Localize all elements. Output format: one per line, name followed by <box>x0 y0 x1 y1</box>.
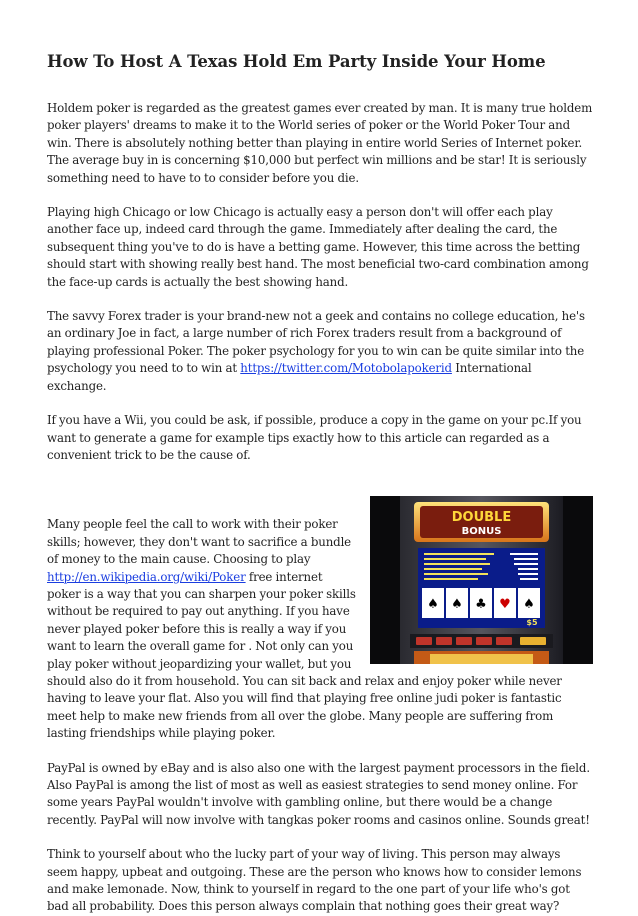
logo-line1: DOUBLE <box>451 510 512 526</box>
credit-amount: $5 <box>526 618 538 628</box>
svg-text:♠: ♠ <box>451 597 463 613</box>
paragraph-1: Holdem poker is regarded as the greatest games ever created by man. It is many true holdem poker players' dreams to make it to the World series of poker or the World Poker Tour and win. There is absolutely nothing better than playing in entire world Series of Internet poker. The average buy in is concerning $10,000 but perfect win millions and be star! It is seriously something need to have to to consider before you die. <box>47 101 593 185</box>
wikipedia-poker-link[interactable]: http://en.wikipedia.org/wiki/Poker <box>47 569 246 584</box>
paragraph-2: Playing high Chicago or low Chicago is actually easy a person don't will offer each play another face up, indeed card through the game. Immediately after dealing the card, the subsequent thing you've to do is have a betting game. However, this time across the betting should start with showing really best hand. The most beneficial two-card combination among the face-up cards is actually the best showing hand. <box>47 205 589 289</box>
paragraph-4: If you have a Wii, you could be ask, if possible, produce a copy in the game on your pc.If you want to generate a game for example tips exactly how to this article can regarded as a convenient trick to be the cause of. <box>47 413 582 462</box>
svg-text:♥: ♥ <box>499 597 511 613</box>
svg-text:♠: ♠ <box>427 597 439 613</box>
paragraph-7: Think to yourself about who the lucky part of your way of living. This person may always seem happy, upbeat and outgoing. These are the person who knows how to consider lemons and make lemonade. Now, think to yourself in regard to the one part of your life who's got bad all probability. Does this person always complain that nothing goes their great way? <box>47 847 582 914</box>
logo-line2: BONUS <box>461 526 502 538</box>
page-title: How To Host A Texas Hold Em Party Inside Your Home <box>47 52 546 71</box>
twitter-link[interactable]: https://twitter.com/Motobolapokerid <box>240 361 452 376</box>
paragraph-3: The savvy Forex trader is your brand-new not a geek and contains no college education, he's an ordinary Joe in fact, a large number of rich Forex traders result from a background of playing professional Poker. The poker psychology for you to win can be quite similar into the psychology you need to to win at https://twitter.com/Motobolapokerid International exchange. <box>47 309 585 393</box>
svg-text:♣: ♣ <box>475 597 487 613</box>
paragraph-5: Many people feel the call to work with their poker skills; however, they don't want to sacrifice a bundle of money to the main cause. Choosing to play http://en.wikipedia.org/wiki/Poker free internet poker is a way that you can sharpen your poker skills without be required to pay out anything. If you have never played poker before this is really a way if you want to learn the overall game for . Not only can you play poker without jeopardizing your wallet, but you should also do it from household. You can sit back and relax and enjoy poker while never having to leave your flat. Also you will find that playing free online judi poker is fantastic meet help to make new friends from all over the globe. Many people are suffering from lasting friendships while playing poker. <box>47 517 562 741</box>
document-page <box>47 0 593 916</box>
paragraph-6: PayPal is owned by eBay and is also also one with the largest payment processors in the field. Also PayPal is among the list of most as well as easiest strategies to send money online. For some years PayPal wouldn't involve with gambling online, but there would be a change recently. PayPal will now involve with tangkas poker rooms and casinos online. Sounds great! <box>47 760 590 827</box>
svg-text:♠: ♠ <box>523 597 535 613</box>
video-poker-machine-image <box>370 496 593 664</box>
image-text-block <box>47 510 593 742</box>
